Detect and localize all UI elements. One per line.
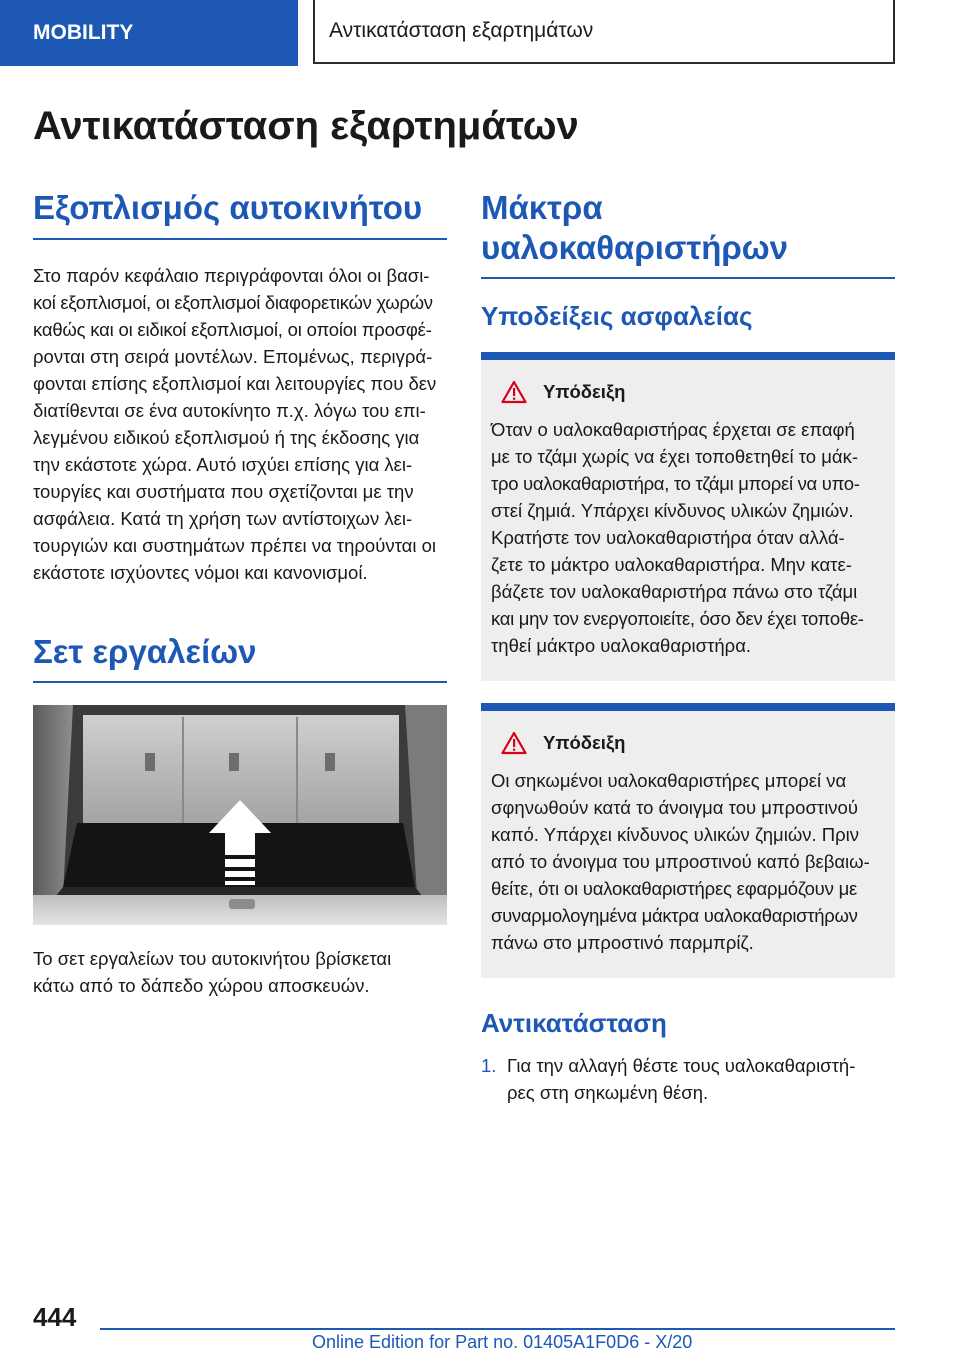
text-line: ρονται στη σειρά μοντέλων. Επομένως, περιγρά‐ <box>33 345 433 367</box>
step-item <box>481 1052 895 1106</box>
text-line: και μην τον ενεργοποιείτε, όσο δεν έχει τοποθε‐ <box>491 608 864 630</box>
text-line: στεί ζημιά. Υπάρχει κίνδυνος υλικών ζημιών. <box>491 500 854 522</box>
replacement-heading: Αντικατάσταση <box>481 1008 667 1039</box>
text-line: εκάστοτε ισχύοντες νόμοι και κανονισμοί. <box>33 561 368 583</box>
text-line: ζετε το μάκτρο υαλοκαθαριστήρα. Μην κατε‐ <box>491 554 852 576</box>
text-line: Κρατήστε τον υαλοκαθαριστήρα όταν αλλά‐ <box>491 527 845 549</box>
text-line: φονται επίσης εξοπλισμοί και λειτουργίες που δεν <box>33 372 437 394</box>
step-number: 1. <box>481 1054 497 1076</box>
page-header <box>0 0 960 66</box>
text-line: την εκάστοτε χώρα. Αυτό ισχύει επίσης για λει‐ <box>33 453 413 475</box>
note-header <box>501 380 885 404</box>
right-column <box>481 188 895 1106</box>
note-title: Υπόδειξη <box>543 381 626 403</box>
text-line: τουργίες και συστήματα που σχετίζονται με την <box>33 480 414 502</box>
page-footer <box>0 1300 960 1362</box>
wiper-blades-heading <box>481 188 895 279</box>
text-line: συναρμολογημένα μάκτρα υαλοκαθαριστήρων <box>491 905 858 927</box>
text-line: διατίθενται σε ένα αυτοκίνητο π.χ. λόγω του επι‐ <box>33 399 426 421</box>
edition-link[interactable]: Online Edition for Part no. 01405A1F0D6 - X/20 <box>312 1332 693 1352</box>
equipment-paragraph <box>33 262 447 586</box>
safety-heading: Υποδείξεις ασφαλείας <box>481 301 753 332</box>
toolkit-heading: Σετ εργαλείων <box>33 632 447 684</box>
text-line: με το τζάμι χωρίς να έχει τοποθετηθεί το μάκ‐ <box>491 446 859 468</box>
page-number: 444 <box>33 1302 77 1332</box>
chapter-title-box: Αντικατάσταση εξαρτημάτων <box>313 0 895 64</box>
text-line: θείτε, ότι οι υαλοκαθαριστήρες εφαρμόζουν με <box>491 878 858 900</box>
text-line: ρες στη σηκωμένη θέση. <box>507 1081 709 1103</box>
section-tab[interactable]: MOBILITY <box>0 0 298 66</box>
text-line: κοί εξοπλισμοί, οι εξοπλισμοί διαφορετικών χωρών <box>33 291 433 313</box>
text-line: Το σετ εργαλείων του αυτοκινήτου βρίσκεται <box>33 948 392 970</box>
text-line: τουργιών και συστημάτων πρέπει να τηρούνται οι <box>33 534 436 556</box>
heading-line: υαλοκαθαριστήρων <box>481 228 789 266</box>
text-line: πάνω στο μπροστινό παρμπρίζ. <box>491 932 754 954</box>
text-line: τρο υαλοκαθαριστήρα, το τζάμι μπορεί να υπο‐ <box>491 473 860 495</box>
text-line: Στο παρόν κεφάλαιο περιγράφονται όλοι οι βασι‐ <box>33 264 430 286</box>
text-line: κάτω από το δάπεδο χώρου αποσκευών. <box>33 975 370 997</box>
text-line: λεγμένου ειδικού εξοπλισμού ή της έκδοσης για <box>33 426 420 448</box>
text-line: ασφάλεια. Κατά τη χρήση των αντίστοιχων λει‐ <box>33 507 413 529</box>
warning-note <box>481 352 895 681</box>
heading-line: Μάκτρα <box>481 189 603 226</box>
text-line: βάζετε τον υαλοκαθαριστήρα πάνω στο τζάμι <box>491 581 858 603</box>
left-column <box>33 188 447 999</box>
warning-triangle-icon <box>501 731 527 755</box>
text-line: καθώς και οι ειδικοί εξοπλισμοί, οι οποίοι προσφέ‐ <box>33 318 432 340</box>
page-title: Αντικατάσταση εξαρτημάτων <box>33 104 579 148</box>
text-line: από το άνοιγμα του μπροστινού καπό βεβαιω‐ <box>491 851 870 873</box>
warning-note <box>481 703 895 978</box>
toolkit-paragraph <box>33 945 447 999</box>
text-line: σφηνωθούν κατά το άνοιγμα του μπροστινού <box>491 797 858 819</box>
note-title: Υπόδειξη <box>543 732 626 754</box>
step-text <box>507 1052 855 1106</box>
footer-divider <box>100 1328 895 1330</box>
text-line: Για την αλλαγή θέστε τους υαλοκαθαριστή‐ <box>507 1054 856 1076</box>
text-line: Όταν ο υαλοκαθαριστήρας έρχεται σε επαφή <box>491 419 855 441</box>
trunk-illustration <box>33 705 447 925</box>
text-line: Οι σηκωμένοι υαλοκαθαριστήρες μπορεί να <box>491 770 847 792</box>
text-line: τηθεί μάκτρο υαλοκαθαριστήρα. <box>491 635 752 657</box>
note-header <box>501 731 885 755</box>
text-line: καπό. Υπάρχει κίνδυνος υλικών ζημιών. Πριν <box>491 824 860 846</box>
warning-triangle-icon <box>501 380 527 404</box>
trunk-toolkit-photo <box>33 705 447 925</box>
equipment-heading: Εξοπλισμός αυτοκινήτου <box>33 188 447 240</box>
